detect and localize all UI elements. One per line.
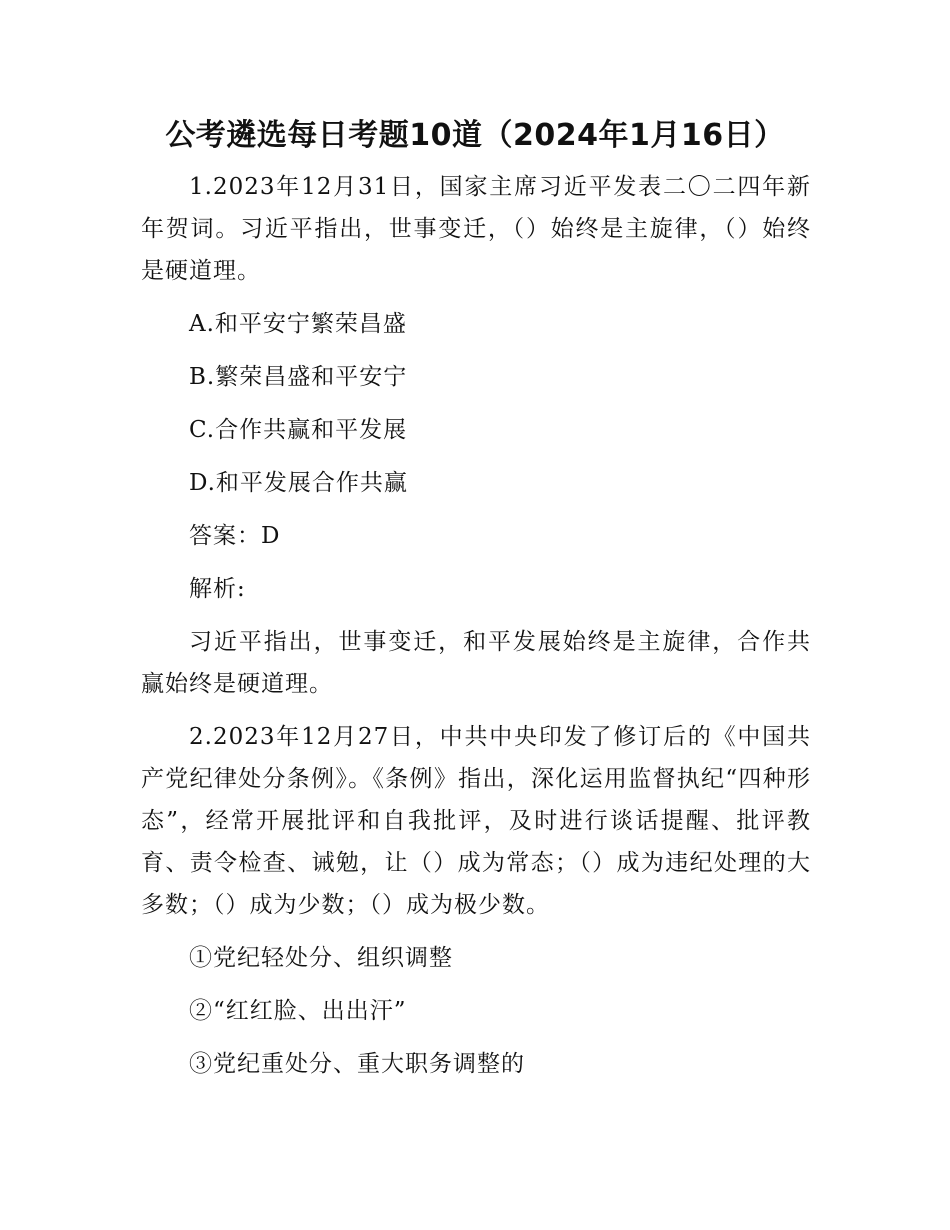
question-1-option-a: A.和平安宁繁荣昌盛 — [189, 311, 407, 337]
question-1-analysis: 习近平指出，世事变迁，和平发展始终是主旋律，合作共赢始终是硬道理。 — [141, 629, 811, 697]
question-2-item-3: ③党纪重处分、重大职务调整的 — [189, 1051, 525, 1077]
question-1-answer: 答案：D — [189, 523, 281, 549]
question-1-stem: 1.2023年12月31日，国家主席习近平发表二〇二四年新年贺词。习近平指出，世事变迁，（）始终是主旋律，（）始终是硬道理。 — [141, 174, 811, 284]
question-1-option-d: D.和平发展合作共赢 — [189, 470, 408, 496]
question-2-stem: 2.2023年12月27日，中共中央印发了修订后的《中国共产党纪律处分条例》。《条例》指出，深化运用监督执纪“四种形态”，经常开展批评和自我批评，及时进行谈话提醒、批评教育、责令检查、诫勉，让（）成为常态；（）成为违纪处理的大多数；（）成为少数；（）成为极少数。 — [141, 724, 811, 918]
document-body — [141, 166, 811, 1085]
question-1-option-c: C.合作共赢和平发展 — [189, 417, 408, 443]
document-title: 公考遴选每日考题10道（2024年1月16日） — [165, 118, 785, 153]
question-1-option-b: B.繁荣昌盛和平安宁 — [189, 364, 408, 390]
question-2-item-2: ②“红红脸、出出汗” — [189, 998, 407, 1024]
question-2-item-1: ①党纪轻处分、组织调整 — [189, 945, 453, 971]
question-1-analysis-label: 解析: — [189, 576, 246, 602]
